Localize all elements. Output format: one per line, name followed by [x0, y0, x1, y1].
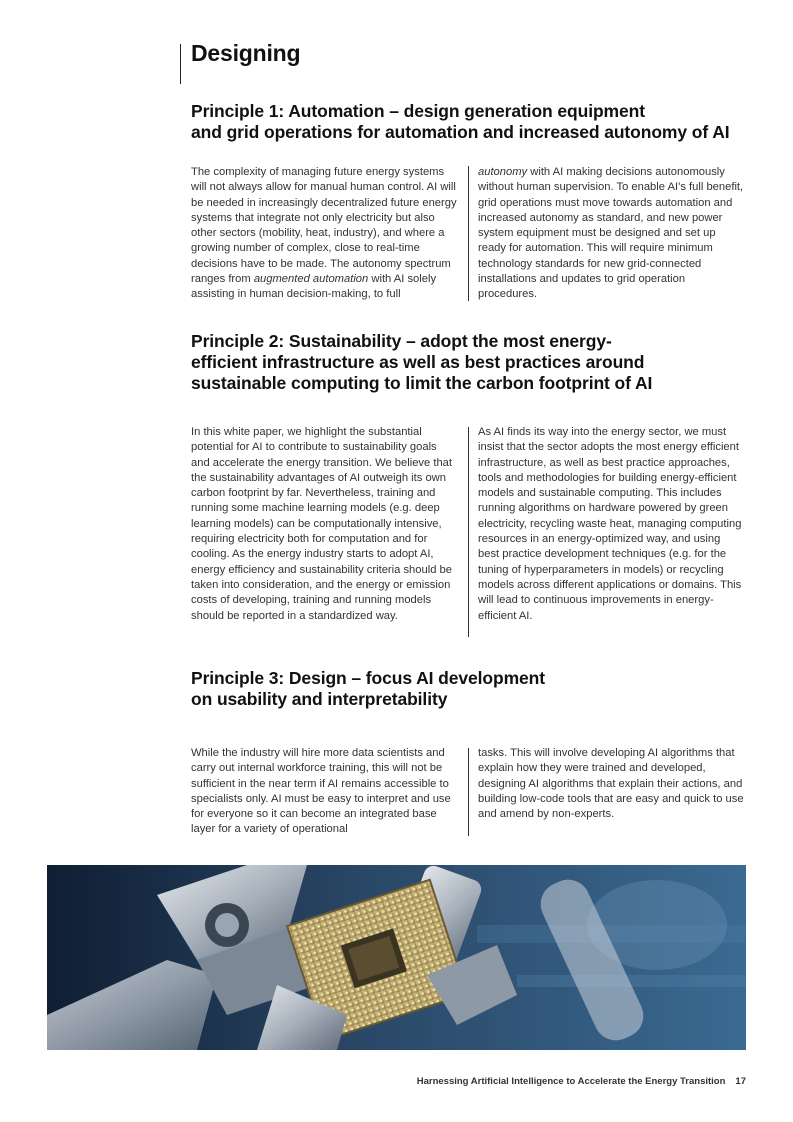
principle-1-heading [191, 101, 751, 143]
column-divider [468, 166, 469, 301]
principle-1-right-emphasis: autonomy [478, 166, 528, 178]
principle-1-left-column [191, 165, 457, 303]
page-number: 17 [735, 1076, 746, 1087]
column-divider [468, 748, 469, 836]
principle-1-heading-line2: and grid operations for automation and increased autonomy of AI [191, 122, 730, 142]
principle-3-heading-line1: Principle 3: Design – focus AI development [191, 668, 545, 688]
principle-2-left-column: In this white paper, we highlight the substantial potential for AI to contribute to sustainability goals and accelerate the energy transition. We believe that the sustainability advantages of AI outweigh its own carbon footprint by far. Nevertheless, training and running some machine learning models (e.g. deep learning models) can be computationally intensive, requiring electricity both for computation and for cooling. As the energy industry starts to adopt AI, energy efficiency and sustainability criteria should be taken into consideration, and the energy or emission costs of developing, training and running models should be reported in a standardized way. [191, 426, 452, 622]
principle-1-left-emphasis: augmented automation [253, 273, 369, 286]
principle-2-heading-line1: Principle 2: Sustainability – adopt the most energy- [191, 331, 612, 351]
principle-1-right-text: with AI making decisions autonomously without human supervision. To enable AI’s full benefit, grid operations must move towards automation and increased autonomy as standard, and new power system equipment must be designed and set up ready for automation. This will require minimum technology standards for new grid-connected installations and updates to grid operation procedures. [478, 166, 744, 301]
principle-1-heading-line1: Principle 1: Automation – design generation equipment [191, 101, 645, 121]
principle-3-right-column: tasks. This will involve developing AI algorithms that explain how they were trained and developed, designing AI algorithms that explain their actions, and building low-code tools that are easy and quick to use and amend by non-experts. [478, 747, 744, 821]
principle-2-heading-line3: sustainable computing to limit the carbon footprint of AI [191, 373, 653, 393]
title-rule [180, 44, 181, 84]
robot-chip-photo [47, 865, 746, 1050]
principle-3-heading-line2: on usability and interpretability [191, 689, 448, 709]
principle-2-heading [191, 331, 751, 394]
footer-title: Harnessing Artificial Intelligence to Accelerate the Energy Transition [416, 1076, 726, 1087]
column-divider [468, 427, 469, 637]
page-footer [417, 1076, 746, 1087]
principle-3-heading [191, 668, 751, 710]
principle-1-left-tail: with AI solely assisting in human decision-making, to full [191, 273, 437, 301]
principle-1-right-column [478, 165, 744, 303]
principle-1-left-text: The complexity of managing future energy systems will not always allow for manual human control. AI will be needed in increasingly decentralized future energy systems that integrate not only electricity but also other sectors (mobility, heat, industry), and where a growing number of complex, close to real-time decisions have to be made. The autonomy spectrum ranges from [191, 166, 457, 286]
principle-2-heading-line2: efficient infrastructure as well as best practices around [191, 352, 645, 372]
principle-3-left-column: While the industry will hire more data scientists and carry out internal workforce training, this will not be sufficient in the near term if AI remains accessible to specialists only. AI must be easy to interpret and use for everyone so it can become an integrated base layer for a variety of operational [191, 747, 451, 836]
principle-2-right-column: As AI finds its way into the energy sector, we must insist that the sector adopts the most energy efficient infrastructure, as well as best practice approaches, tools and methodologies for building energy-efficient models and sustainable computing. This includes running algorithms on hardware powered by green electricity, recycling waste heat, managing computing resources in an energy-optimized way, and using best practice development techniques (e.g. for the tuning of hyperparameters in models) or recycling models across different applications or domains. This will lead to continuous improvements in energy-efficient AI. [478, 426, 742, 622]
page-title: Designing [191, 40, 301, 66]
